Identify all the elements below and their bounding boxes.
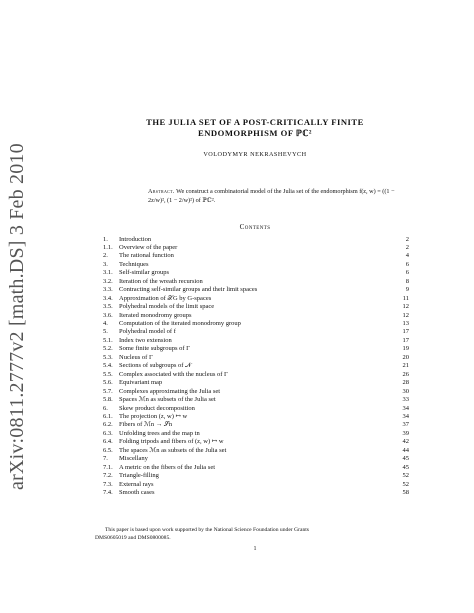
toc-entry-title: Folding tripods and fibers of (z, w) ↦ w xyxy=(119,438,224,446)
toc-entry-number: 3. xyxy=(103,260,108,268)
toc-entry-title: Contracting self-similar groups and their limit spaces xyxy=(119,286,258,294)
toc-entry[interactable] xyxy=(103,295,409,303)
arxiv-identifier: arXiv:0811.2777v2 [math.DS] 3 Feb 2010 xyxy=(6,143,28,490)
toc-entry-title: Iteration of the wreath recursion xyxy=(119,277,203,285)
toc-entry-number: 3.5. xyxy=(103,303,113,311)
toc-entry-label xyxy=(103,337,172,345)
toc-entry[interactable] xyxy=(103,481,409,489)
toc-entry-page: 37 xyxy=(402,421,409,429)
toc-entry[interactable] xyxy=(103,430,409,438)
toc-entry-number: 3.2. xyxy=(103,277,113,285)
toc-entry[interactable] xyxy=(103,421,409,429)
toc-entry-title: Self-similar groups xyxy=(119,269,170,277)
toc-entry-page: 52 xyxy=(402,472,409,480)
toc-entry-number: 1. xyxy=(103,235,108,243)
toc-entry-number: 3.4. xyxy=(103,294,113,302)
toc-entry-title: Complexes approximating the Julia set xyxy=(119,387,221,395)
toc-entry-page: 34 xyxy=(402,413,409,421)
toc-entry-page: 45 xyxy=(402,463,409,471)
toc-entry-label xyxy=(103,421,172,429)
toc-entry[interactable] xyxy=(103,464,409,472)
toc-entry-number: 5.6. xyxy=(103,379,113,387)
toc-entry[interactable] xyxy=(103,320,409,328)
toc-entry-page: 33 xyxy=(402,396,409,404)
abstract xyxy=(148,187,408,205)
toc-entry-label xyxy=(103,295,211,303)
toc-entry-title: Techniques xyxy=(119,260,149,268)
toc-entry-label xyxy=(103,455,148,463)
toc-entry-title: Fibers of ℳn → 𝒮n xyxy=(119,421,173,429)
toc-entry-title: Skew product decomposition xyxy=(119,404,195,412)
toc-entry-label xyxy=(103,430,200,438)
toc-entry-title: The rational function xyxy=(119,252,174,260)
toc-entry-number: 3.1. xyxy=(103,269,113,277)
toc-entry[interactable] xyxy=(103,388,409,396)
toc-entry-label xyxy=(103,278,203,286)
toc-entry-number: 7.4. xyxy=(103,489,113,497)
toc-entry[interactable] xyxy=(103,472,409,480)
toc-entry-title: Some finite subgroups of Γ xyxy=(119,345,190,353)
toc-entry[interactable] xyxy=(103,354,409,362)
toc-entry-label xyxy=(103,328,176,336)
toc-entry-title: Polyhedral model of f xyxy=(119,328,176,336)
toc-entry-page: 19 xyxy=(402,345,409,353)
toc-entry[interactable] xyxy=(103,379,409,387)
toc-entry-title: Equivariant map xyxy=(119,379,163,387)
toc-entry-number: 7. xyxy=(103,455,108,463)
toc-entry-title: Miscellany xyxy=(119,455,148,463)
toc-entry-label xyxy=(103,447,226,455)
footnote-line2: DMS0605019 and DMS0800085. xyxy=(95,534,171,541)
toc-entry-page: 30 xyxy=(402,387,409,395)
toc-entry-title: Iterated monodromy groups xyxy=(119,311,192,319)
toc-entry-number: 5.8. xyxy=(103,396,113,404)
toc-entry-page: 34 xyxy=(402,404,409,412)
toc-entry-title: Computation of the iterated monodromy group xyxy=(119,320,241,328)
toc-entry-page: 12 xyxy=(402,303,409,311)
toc-entry[interactable] xyxy=(103,371,409,379)
toc-entry-label xyxy=(103,489,155,497)
toc-entry-title: The projection (z, w) ↦ w xyxy=(119,413,188,421)
toc-entry-page: 20 xyxy=(402,353,409,361)
toc-entry-number: 5.3. xyxy=(103,353,113,361)
toc-entry-number: 6.4. xyxy=(103,438,113,446)
toc-entry-title: A metric on the fibers of the Julia set xyxy=(119,463,216,471)
toc-entry-page: 9 xyxy=(405,286,409,294)
toc-entry-label xyxy=(103,464,215,472)
toc-entry-number: 5.7. xyxy=(103,387,113,395)
toc-entry-label xyxy=(103,472,159,480)
toc-entry-title: Triangle-filling xyxy=(119,472,159,480)
toc-entry-label xyxy=(103,354,153,362)
toc-entry-title: The spaces ℳn as subsets of the Julia set xyxy=(119,446,227,454)
toc-entry-page: 45 xyxy=(402,455,409,463)
toc-entry-page: 4 xyxy=(405,252,409,260)
toc-entry-number: 7.1. xyxy=(103,463,113,471)
toc-entry-page: 52 xyxy=(402,480,409,488)
toc-entry-number: 5.5. xyxy=(103,370,113,378)
toc-entry-number: 1.1. xyxy=(103,243,113,251)
toc-entry-title: Polyhedral models of the limit space xyxy=(119,303,215,311)
toc-entry-title: Approximation of 𝒳G by G-spaces xyxy=(119,294,212,302)
toc-entry-page: 42 xyxy=(402,438,409,446)
toc-entry-page: 44 xyxy=(402,446,409,454)
footnote xyxy=(95,527,415,542)
toc-entry[interactable] xyxy=(103,312,409,320)
toc-entry-label xyxy=(103,303,214,311)
table-of-contents xyxy=(103,236,409,498)
toc-entry-page: 2 xyxy=(405,243,409,251)
toc-entry-label xyxy=(103,405,195,413)
toc-entry-number: 7.2. xyxy=(103,472,113,480)
toc-entry-number: 6. xyxy=(103,404,108,412)
toc-entry-page: 12 xyxy=(402,311,409,319)
toc-entry-label xyxy=(103,261,149,269)
toc-entry-page: 58 xyxy=(402,489,409,497)
toc-entry[interactable] xyxy=(103,261,409,269)
toc-entry[interactable] xyxy=(103,489,409,497)
toc-entry-title: Introduction xyxy=(119,235,152,243)
toc-entry-title: Complex associated with the nucleus of Γ xyxy=(119,370,228,378)
toc-entry[interactable] xyxy=(103,345,409,353)
toc-entry-number: 5.1. xyxy=(103,336,113,344)
toc-entry[interactable] xyxy=(103,438,409,446)
toc-entry[interactable] xyxy=(103,396,409,404)
toc-entry-page: 26 xyxy=(402,370,409,378)
paper-title-line2: ENDOMORPHISM OF ℙℂ² xyxy=(197,128,312,138)
toc-entry-page: 13 xyxy=(402,320,409,328)
abstract-text: We construct a combinatorial model of the Julia set of the endomorphism f(z, w) = ((1 − 2z/w)², (1 − 2/w)²) of ℙℂ². xyxy=(148,188,395,204)
toc-entry-number: 3.3. xyxy=(103,286,113,294)
toc-entry-page: 6 xyxy=(405,260,409,268)
toc-entry-title: Smooth cases xyxy=(119,489,155,497)
toc-entry-number: 5. xyxy=(103,328,108,336)
toc-entry-label xyxy=(103,236,151,244)
toc-entry-title: Spaces ℳn as subsets of the Julia set xyxy=(119,396,216,404)
toc-entry[interactable] xyxy=(103,244,409,252)
toc-entry-title: Nucleus of Γ xyxy=(119,353,153,361)
toc-entry-page: 17 xyxy=(402,336,409,344)
toc-entry-number: 6.2. xyxy=(103,421,113,429)
toc-entry-page: 17 xyxy=(402,328,409,336)
toc-entry-title: External rays xyxy=(119,480,154,488)
toc-entry[interactable] xyxy=(103,303,409,311)
toc-entry-label xyxy=(103,396,216,404)
toc-entry[interactable] xyxy=(103,337,409,345)
toc-entry[interactable] xyxy=(103,447,409,455)
toc-entry-number: 6.5. xyxy=(103,446,113,454)
toc-entry-page: 8 xyxy=(405,277,409,285)
toc-entry[interactable] xyxy=(103,362,409,370)
toc-entry-title: Sections of subgroups of 𝒩 xyxy=(119,362,192,370)
toc-entry[interactable] xyxy=(103,252,409,260)
toc-entry-number: 3.6. xyxy=(103,311,113,319)
toc-entry-page: 21 xyxy=(402,362,409,370)
toc-entry[interactable] xyxy=(103,455,409,463)
toc-entry-page: 6 xyxy=(405,269,409,277)
toc-entry-page: 28 xyxy=(402,379,409,387)
toc-entry-label xyxy=(103,379,162,387)
toc-entry-label xyxy=(103,269,169,277)
toc-entry-page: 2 xyxy=(405,235,409,243)
toc-entry[interactable] xyxy=(103,269,409,277)
toc-entry-label xyxy=(103,481,153,489)
toc-entry[interactable] xyxy=(103,328,409,336)
toc-entry-label xyxy=(103,320,241,328)
toc-entry-number: 7.3. xyxy=(103,480,113,488)
toc-entry-label xyxy=(103,286,257,294)
toc-entry[interactable] xyxy=(103,278,409,286)
toc-entry-title: Index two extension xyxy=(119,336,172,344)
toc-entry-number: 5.2. xyxy=(103,345,113,353)
contents-heading: Contents xyxy=(239,223,271,231)
toc-entry-label xyxy=(103,388,220,396)
toc-entry-label xyxy=(103,345,190,353)
abstract-label: Abstract. xyxy=(148,188,175,195)
toc-entry-number: 4. xyxy=(103,320,108,328)
toc-entry-page: 39 xyxy=(402,429,409,437)
toc-entry-number: 2. xyxy=(103,252,108,260)
toc-entry[interactable] xyxy=(103,236,409,244)
toc-entry[interactable] xyxy=(103,286,409,294)
toc-entry-label xyxy=(103,438,224,446)
toc-entry-page: 11 xyxy=(402,294,409,302)
toc-entry-title: Overview of the paper xyxy=(119,243,178,251)
toc-entry-label xyxy=(103,362,191,370)
toc-entry-label xyxy=(103,312,192,320)
toc-entry-label xyxy=(103,252,174,260)
toc-entry-title: Unfolding trees and the map tn xyxy=(119,429,200,437)
toc-entry-label xyxy=(103,244,177,252)
paper-author: VOLODYMYR NEKRASHEVYCH xyxy=(203,151,307,158)
toc-entry-number: 5.4. xyxy=(103,362,113,370)
toc-entry-number: 6.3. xyxy=(103,429,113,437)
toc-entry[interactable] xyxy=(103,405,409,413)
toc-entry-label xyxy=(103,371,228,379)
page-number: 1 xyxy=(253,546,257,552)
paper-title-line1: THE JULIA SET OF A POST-CRITICALLY FINITE xyxy=(146,117,364,127)
toc-entry-number: 6.1. xyxy=(103,413,113,421)
footnote-line1: This paper is based upon work supported by the National Science Foundation under Grants xyxy=(105,527,309,533)
